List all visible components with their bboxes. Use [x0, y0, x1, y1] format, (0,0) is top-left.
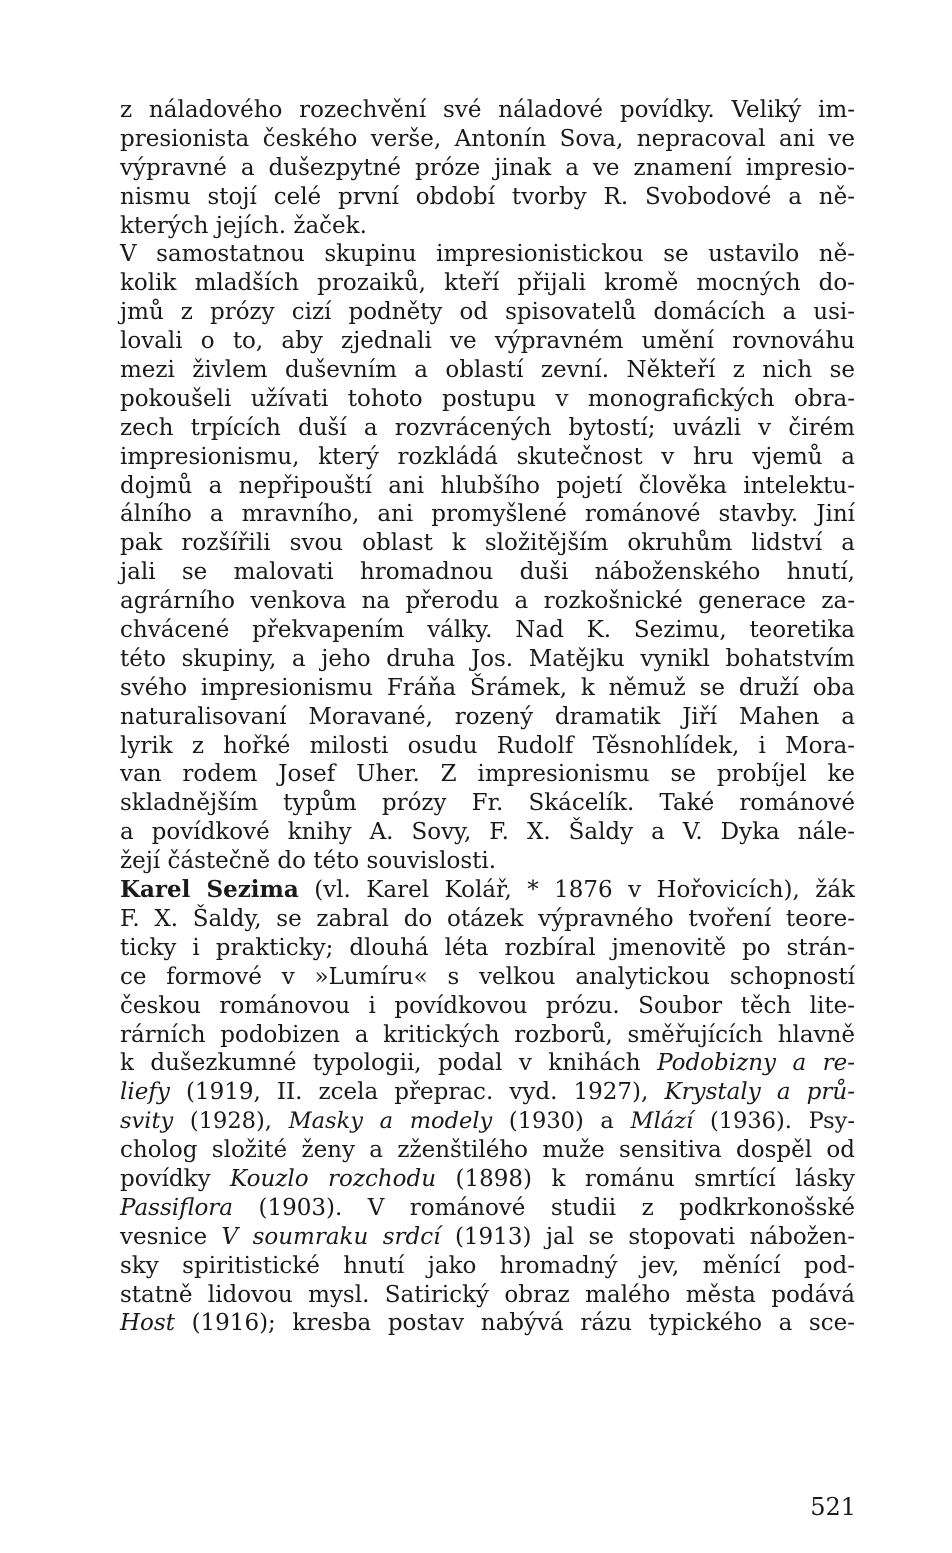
text-line: álního a mravního, ani promyšlené románové stavby. Jiní [120, 501, 855, 528]
text-line: jali se malovati hromadnou duši náboženského hnutí, [120, 559, 855, 586]
text-line: této skupiny, a jeho druha Jos. Matějku vynikl bohatstvím [120, 645, 855, 672]
text-line: nismu stojí celé první období tvorby R. Svobodové a ně- [120, 183, 855, 210]
text-line: naturalisovaní Moravané, rozený dramatik Jiří Mahen a [120, 703, 855, 730]
author-name: Karel Sezima [120, 876, 299, 904]
book-title: Masky a modely [288, 1108, 493, 1135]
text-line: výpravné a dušezpytné próze jinak a ve znamení impresio- [120, 154, 855, 181]
text-line: a povídkové knihy A. Sovy, F. X. Šaldy a V. Dyka nále- [120, 819, 855, 846]
text-line: zech trpících duší a rozvrácených bytostí; uvázli v čirém [120, 414, 855, 441]
book-title: V soumraku srdcí [221, 1223, 441, 1250]
book-title: liefy [120, 1079, 170, 1106]
text-line: dojmů a nepřipouští ani hlubšího pojetí člověka intelektu- [120, 472, 855, 499]
text-run: (1919, II. zcela přeprac. vyd. 1927), [169, 1079, 665, 1106]
text-line [120, 1223, 855, 1252]
text-line: presionista českého verše, Antonín Sova, nepracoval ani ve [120, 125, 855, 152]
text-line [120, 1165, 855, 1194]
text-line: rárních podobizen a kritických rozborů, směřujících hlavně [120, 1021, 855, 1048]
text-line: lovali o to, aby zjednali ve výpravném umění rovnováhu [120, 328, 855, 355]
text-run: (1903). V románové studii z podkrkonošské [233, 1194, 855, 1221]
text-run: (1916); kresba postav nabývá rázu typického a sce- [174, 1310, 855, 1337]
text-run: k dušezkumné typologii, podal v knihách [120, 1050, 658, 1077]
book-title: Podobizny a re- [657, 1050, 855, 1077]
text-line: cholog složité ženy a zženštilého muže sensitiva dospěl od [120, 1137, 855, 1164]
book-title: svity [120, 1108, 174, 1135]
text-line: ticky i prakticky; dlouhá léta rozbíral jmenovitě po strán- [120, 934, 855, 961]
text-line [120, 876, 855, 905]
text-line: kolik mladších prozaiků, kteří přijali kromě mocných do- [120, 270, 855, 297]
text-line [120, 1078, 855, 1107]
text-line: impresionismu, který rozkládá skutečnost v hru vjemů a [120, 443, 855, 470]
text-line [120, 1107, 855, 1136]
text-line: kterých jejích. žaček. [120, 212, 367, 239]
text-run: povídky [120, 1165, 231, 1192]
text-line: svého impresionismu Fráňa Šrámek, k němuž se druží oba [120, 674, 855, 701]
book-title: Kouzlo rozchodu [230, 1165, 437, 1192]
text-line: V samostatnou skupinu impresionistickou se ustavilo ně- [120, 241, 855, 268]
text-run: vesnice [120, 1223, 222, 1250]
text-line: statně lidovou mysl. Satirický obraz malého města podává [120, 1281, 855, 1308]
text-run: (1936). Psy- [693, 1108, 855, 1135]
text-line: ce formové v »Lumíru« s velkou analytickou schopností [120, 963, 855, 990]
body-text [120, 96, 855, 1338]
text-run: (1913) jal se stopovati nábožen- [440, 1223, 855, 1250]
text-line: van rodem Josef Uher. Z impresionismu se probíjel ke [120, 761, 855, 788]
text-line: žejí částečně do této souvislosti. [120, 848, 497, 875]
text-line: z náladového rozechvění své náladové povídky. Veliký im- [120, 97, 855, 123]
text-line: jmů z prózy cizí podněty od spisovatelů domácích a usi- [120, 299, 855, 326]
text-line: agrárního venkova na přerodu a rozkošnické generace za- [120, 588, 855, 615]
text-line: mezi živlem duševním a oblastí zevní. Někteří z nich se [120, 357, 855, 384]
text-line: sky spiritistické hnutí jako hromadný jev, měnící pod- [120, 1252, 855, 1279]
text-line: lyrik z hořké milosti osudu Rudolf Těsnohlídek, i Mora- [120, 732, 855, 759]
text-run: (1898) k románu smrtící lásky [436, 1165, 855, 1192]
text-line: pak rozšířili svou oblast k složitějším okruhům lidství a [120, 530, 855, 557]
book-title: Passiflora [120, 1194, 234, 1221]
page-number: 521 [810, 1493, 856, 1521]
text-line [120, 1194, 855, 1223]
text-line [120, 1049, 855, 1078]
text-line: skladnějším typům prózy Fr. Skácelík. Také románové [120, 790, 855, 817]
text-line: chvácené překvapením války. Nad K. Sezimu, teoretika [120, 617, 855, 644]
text-line: F. X. Šaldy, se zabral do otázek výpravného tvoření teore- [120, 905, 855, 932]
book-title: Krystaly a prů- [664, 1079, 855, 1106]
book-title: Mlází [630, 1108, 694, 1135]
text-line [120, 1309, 855, 1338]
text-run: (1930) a [492, 1108, 631, 1135]
book-title: Host [120, 1310, 175, 1337]
text-line: českou románovou i povídkovou prózu. Soubor těch lite- [120, 992, 855, 1019]
text-line: pokoušeli užívati tohoto postupu v monografických obra- [120, 385, 855, 412]
text-run: (1928), [173, 1108, 289, 1135]
text-run: (vl. Karel Kolář, * 1876 v Hořovicích), žák [298, 877, 855, 904]
